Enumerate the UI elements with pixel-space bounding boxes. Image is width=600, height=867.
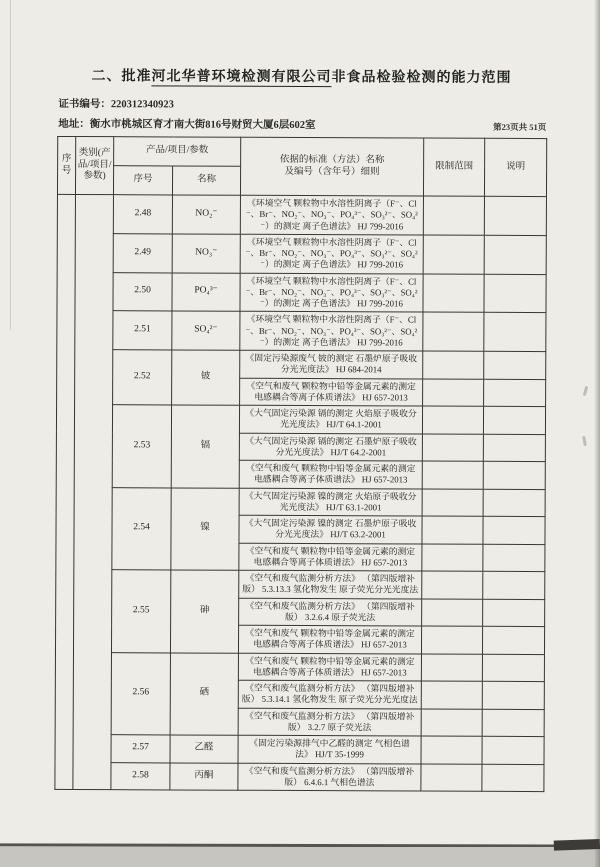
note-cell bbox=[483, 571, 545, 599]
item-name-cell: 镉 bbox=[171, 405, 239, 488]
cert-label: 证书编号： bbox=[58, 98, 111, 111]
note-cell bbox=[484, 196, 546, 235]
limit-cell bbox=[421, 764, 482, 792]
table-row bbox=[56, 404, 545, 434]
cert-number: 220312340923 bbox=[110, 99, 174, 111]
method-cell: 《空气和废气 颗粒物中铅等金属元素的测定 电感耦合等离子体质谱法》 HJ 657-2013 bbox=[239, 460, 422, 488]
category-cell bbox=[73, 195, 114, 790]
item-seq-cell: 2.57 bbox=[111, 735, 170, 763]
limit-cell bbox=[422, 489, 483, 517]
note-cell bbox=[483, 489, 545, 517]
table-row bbox=[57, 349, 546, 379]
item-seq-cell: 2.50 bbox=[113, 272, 172, 311]
title-suffix: 非食品检验检测的能力范围 bbox=[331, 70, 512, 86]
scan-margin bbox=[0, 847, 600, 867]
col-header-standard-line2: 及编号（含年号）细则 bbox=[284, 166, 380, 177]
limit-cell bbox=[421, 681, 482, 709]
item-name-cell: PO₄³⁻ bbox=[172, 272, 240, 311]
method-cell: 《空气和废气监测分析方法》 （第四版增补版） 3.2.7 原子荧光法 bbox=[238, 708, 421, 736]
table-row bbox=[56, 487, 545, 517]
address-line bbox=[58, 116, 315, 132]
scan-edge-shadow bbox=[594, 0, 600, 867]
limit-cell bbox=[421, 736, 482, 764]
method-cell: 《空气和废气监测分析方法》 （第四版增补版） 5.3.14.1 氢化物发生 原子荧光分光光度法 bbox=[238, 680, 421, 708]
note-cell bbox=[482, 764, 544, 792]
note-cell bbox=[482, 736, 544, 764]
limit-cell bbox=[422, 599, 483, 627]
col-header-product-group: 产品/项目/参数 bbox=[114, 137, 241, 167]
note-cell bbox=[482, 681, 544, 709]
col-header-standard bbox=[240, 137, 423, 196]
method-cell: 《固定污染源废气 铍的测定 石墨炉原子吸收分光光度法》 HJ 684-2014 bbox=[240, 350, 423, 378]
header-row-1 bbox=[58, 136, 547, 167]
note-cell bbox=[484, 313, 546, 352]
table-header bbox=[57, 136, 546, 196]
limit-cell bbox=[422, 544, 483, 572]
capability-table bbox=[54, 136, 547, 792]
address-row bbox=[58, 116, 546, 133]
limit-cell bbox=[421, 709, 482, 737]
method-cell: 《空气和废气监测分析方法》 （第四版增补版） 3.2.6.4 原子荧光法 bbox=[239, 598, 422, 626]
table-row bbox=[55, 734, 544, 764]
note-cell bbox=[483, 544, 545, 572]
item-seq-cell: 2.54 bbox=[112, 487, 171, 570]
limit-cell bbox=[423, 235, 484, 274]
address-label: 地址： bbox=[58, 118, 90, 131]
method-cell: 《大气固定污染源 镉的测定 火焰原子吸收分光光度法》 HJ/T 64.1-2001 bbox=[239, 405, 422, 433]
limit-cell bbox=[422, 516, 483, 544]
note-cell bbox=[482, 654, 544, 682]
limit-cell bbox=[423, 196, 484, 235]
note-cell bbox=[484, 235, 546, 274]
limit-cell bbox=[423, 379, 484, 407]
note-cell bbox=[482, 626, 544, 654]
method-cell: 《空气和废气 颗粒物中铅等金属元素的测定 电感耦合等离子体质谱法》 HJ 657-2013 bbox=[238, 625, 421, 653]
table-row bbox=[57, 194, 546, 235]
col-header-sub-name: 名称 bbox=[172, 166, 240, 195]
table-row bbox=[56, 569, 545, 599]
item-seq-cell: 2.53 bbox=[112, 405, 171, 488]
item-name-cell: 砷 bbox=[170, 570, 238, 653]
col-header-standard-line1: 依据的标准（方法）名称 bbox=[279, 154, 385, 165]
table-row bbox=[57, 233, 546, 274]
table-row bbox=[57, 272, 546, 313]
limit-cell bbox=[421, 654, 482, 682]
item-name-cell: NO₃⁻ bbox=[172, 234, 240, 273]
title-prefix: 二、批准 bbox=[91, 69, 152, 85]
method-cell: 《环境空气 颗粒物中水溶性阴离子（F⁻、Cl⁻、Br⁻、NO₂⁻、NO₃⁻、PO₄³⁻、SO₃²⁻、SO₄²⁻）的测定 离子色谱法》 HJ 799-2016 bbox=[240, 311, 423, 351]
table-row bbox=[55, 762, 544, 792]
note-cell bbox=[484, 351, 546, 379]
note-cell bbox=[483, 516, 545, 544]
method-cell: 《空气和废气 颗粒物中铅等金属元素的测定 电感耦合等离子体质谱法》 HJ 657-2013 bbox=[238, 653, 421, 681]
method-cell: 《空气和废气监测分析方法》 （第四版增补版） 6.4.6.1 气相色谱法 bbox=[238, 763, 421, 791]
item-seq-cell: 2.49 bbox=[113, 233, 172, 272]
note-cell bbox=[483, 599, 545, 627]
document-title bbox=[1, 65, 600, 88]
item-name-cell: NO₂⁻ bbox=[172, 195, 240, 234]
limit-cell bbox=[421, 626, 482, 654]
note-cell bbox=[483, 434, 545, 462]
method-cell: 《固定污染源排气中乙醛的测定 气相色谱法》 HJ/T 35-1999 bbox=[238, 735, 421, 763]
method-cell: 《大气固定污染源 镍的测定 石墨炉原子吸收分光光度法》 HJ/T 63.2-2001 bbox=[239, 515, 422, 543]
item-seq-cell: 2.52 bbox=[113, 350, 172, 405]
company-name: 河北华普环境检测有限公司 bbox=[151, 69, 332, 86]
method-cell: 《大气固定污染源 镍的测定 火焰原子吸收分光光度法》 HJ/T 63.1-2001 bbox=[239, 488, 422, 516]
note-cell bbox=[484, 379, 546, 407]
col-header-note: 说明 bbox=[484, 138, 546, 196]
item-name-cell: 铍 bbox=[172, 350, 240, 405]
table-row bbox=[55, 652, 544, 682]
limit-cell bbox=[422, 406, 483, 434]
method-cell: 《空气和废气监测分析方法》 （第四版增补版） 5.3.13.3 氢化物发生 原子荧光分光光度法 bbox=[239, 570, 422, 598]
method-cell: 《环境空气 颗粒物中水溶性阴离子（F⁻、Cl⁻、Br⁻、NO₂⁻、NO₃⁻、PO₄³⁻、SO₃²⁻、SO₄²⁻）的测定 离子色谱法》 HJ 799-2016 bbox=[240, 234, 423, 274]
table-row bbox=[57, 311, 546, 352]
item-seq-cell: 2.48 bbox=[113, 195, 172, 234]
item-name-cell: SO₄²⁻ bbox=[172, 311, 240, 350]
item-name-cell: 乙醛 bbox=[170, 735, 238, 763]
address-value: 衡水市桃城区育才南大街816号财贸大厦6层602室 bbox=[89, 119, 316, 132]
col-header-seq: 序号 bbox=[57, 136, 75, 194]
limit-cell bbox=[422, 434, 483, 462]
col-header-limit: 限制范围 bbox=[423, 138, 484, 196]
method-cell: 《大气固定污染源 镉的测定 石墨炉原子吸收分光光度法》 HJ/T 64.2-2001 bbox=[239, 433, 422, 461]
note-cell bbox=[482, 709, 544, 737]
col-header-category: 类别(产品/项目/参数) bbox=[75, 137, 113, 195]
item-seq-cell: 2.55 bbox=[111, 570, 170, 653]
method-cell: 《环境空气 颗粒物中水溶性阴离子（F⁻、Cl⁻、Br⁻、NO₂⁻、NO₃⁻、PO₄³⁻、SO₃²⁻、SO₄²⁻）的测定 离子色谱法》 HJ 799-2016 bbox=[240, 273, 423, 313]
limit-cell bbox=[422, 461, 483, 489]
limit-cell bbox=[423, 312, 484, 351]
note-cell bbox=[484, 274, 546, 313]
item-seq-cell: 2.51 bbox=[113, 311, 172, 350]
cert-number-line bbox=[58, 96, 546, 113]
method-cell: 《环境空气 颗粒物中水溶性阴离子（F⁻、Cl⁻、Br⁻、NO₂⁻、NO₃⁻、PO₄³⁻、SO₃²⁻、SO₄²⁻）的测定 离子色谱法》 HJ 799-2016 bbox=[240, 195, 423, 235]
page-indicator: 第23页共 51页 bbox=[493, 121, 547, 133]
item-seq-cell: 2.58 bbox=[111, 762, 170, 790]
method-cell: 《空气和废气 颗粒物中铅等金属元素的测定 电感耦合等离子体质谱法》 HJ 657-2013 bbox=[240, 378, 423, 406]
item-name-cell: 镍 bbox=[171, 487, 239, 570]
item-seq-cell: 2.56 bbox=[111, 652, 170, 735]
item-name-cell: 丙酮 bbox=[170, 762, 238, 790]
col-header-sub-seq: 序号 bbox=[113, 166, 172, 195]
limit-cell bbox=[422, 571, 483, 599]
limit-cell bbox=[423, 274, 484, 313]
note-cell bbox=[483, 406, 545, 434]
capability-table-wrap bbox=[54, 136, 600, 792]
table-body bbox=[55, 194, 547, 791]
method-cell: 《空气和废气 颗粒物中铅等金属元素的测定 电感耦合等离子体质谱法》 HJ 657-2013 bbox=[239, 543, 422, 571]
item-name-cell: 硒 bbox=[170, 652, 238, 735]
limit-cell bbox=[423, 351, 484, 379]
note-cell bbox=[483, 461, 545, 489]
